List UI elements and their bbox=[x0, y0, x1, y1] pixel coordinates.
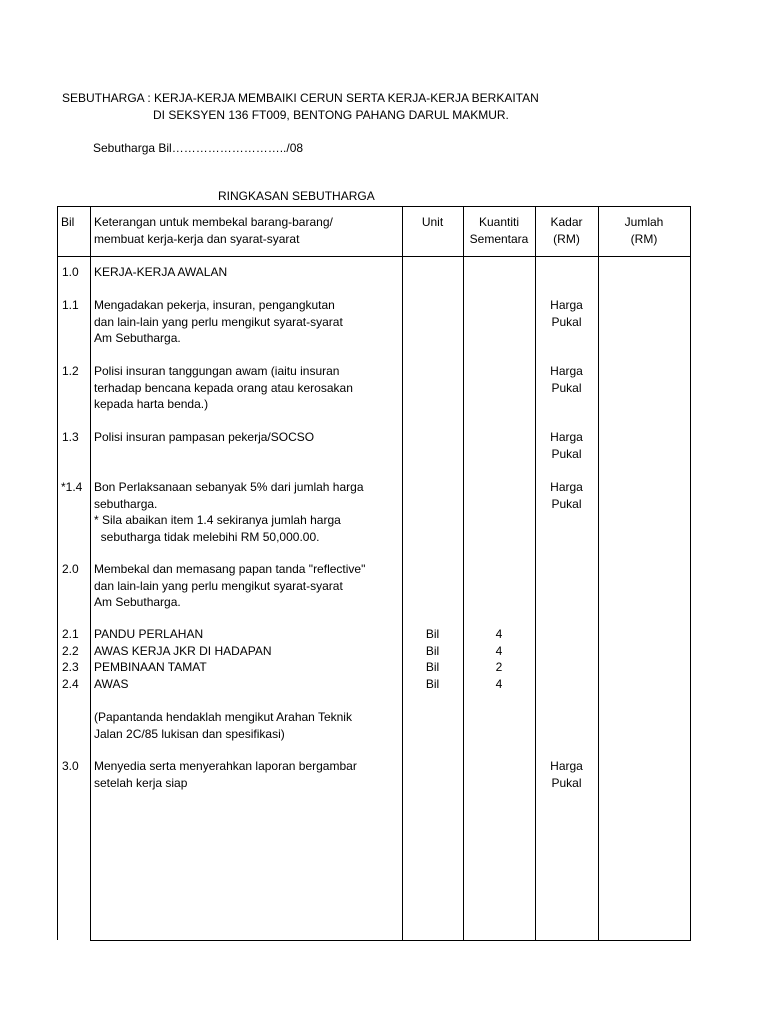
row-bil: 1.3 bbox=[62, 430, 79, 444]
row-kuantiti: 2 bbox=[495, 660, 503, 674]
row-description: Bon Perlaksanaan sebanyak 5% dari jumlah harga sebutharga. * Sila abaikan item 1.4 sekiranya jumlah harga sebutharga tidak melebihi RM 50,000.00. bbox=[94, 480, 364, 544]
row-bil: 2.3 bbox=[62, 660, 79, 674]
sebutharga-reference: Sebutharga Bil………………………../08 bbox=[93, 141, 304, 155]
row-bil: 2.2 bbox=[62, 644, 79, 658]
row-kuantiti: 4 bbox=[495, 627, 503, 641]
row-unit: Bil bbox=[425, 644, 440, 658]
col-header-keterangan: Keterangan untuk membekal barang-barang/ membuat kerja-kerja dan syarat-syarat bbox=[94, 215, 333, 246]
col-header-jumlah: Jumlah (RM) bbox=[624, 215, 664, 246]
row-description: Polisi insuran tanggungan awam (iaitu insuran terhadap bencana kepada orang atau kerosakan kepada harta benda.) bbox=[94, 364, 353, 412]
col-header-unit: Unit bbox=[421, 215, 444, 229]
row-kadar: Harga Pukal bbox=[550, 430, 583, 461]
row-kuantiti: 4 bbox=[495, 644, 503, 658]
row-bil: 3.0 bbox=[62, 759, 79, 773]
row-description: KERJA-KERJA AWALAN bbox=[94, 265, 228, 279]
row-description: AWAS bbox=[94, 677, 129, 691]
row-unit: Bil bbox=[425, 677, 440, 691]
row-kadar: Harga Pukal bbox=[550, 480, 583, 511]
col-header-kadar: Kadar (RM) bbox=[550, 215, 583, 246]
row-description: AWAS KERJA JKR DI HADAPAN bbox=[94, 644, 272, 658]
row-description: Membekal dan memasang papan tanda "reflective" dan lain-lain yang perlu mengikut syarat-syarat Am Sebutharga. bbox=[94, 562, 366, 610]
col-header-kuantiti: Kuantiti Sementara bbox=[469, 215, 529, 246]
row-kadar: Harga Pukal bbox=[550, 298, 583, 329]
row-kadar: Harga Pukal bbox=[550, 759, 583, 790]
heading-line-2: DI SEKSYEN 136 FT009, BENTONG PAHANG DARUL MAKMUR. bbox=[153, 108, 509, 122]
row-kadar: Harga Pukal bbox=[550, 364, 583, 395]
row-description: Menyedia serta menyerahkan laporan bergambar setelah kerja siap bbox=[94, 759, 357, 790]
row-bil: 2.0 bbox=[62, 562, 79, 576]
row-bil: 1.0 bbox=[62, 265, 79, 279]
row-kuantiti: 4 bbox=[495, 677, 503, 691]
col-header-bil: Bil bbox=[61, 215, 75, 229]
row-bil: 1.2 bbox=[62, 364, 79, 378]
row-unit: Bil bbox=[425, 660, 440, 674]
row-description: Polisi insuran pampasan pekerja/SOCSO bbox=[94, 430, 315, 444]
row-description: PEMBINAAN TAMAT bbox=[94, 660, 207, 674]
row-description: PANDU PERLAHAN bbox=[94, 627, 204, 641]
row-bil: 1.1 bbox=[62, 298, 79, 312]
row-description: Mengadakan pekerja, insuran, pengangkutan dan lain-lain yang perlu mengikut syarat-syarat Am Sebutharga. bbox=[94, 298, 343, 346]
heading-line-1: SEBUTHARGA : KERJA-KERJA MEMBAIKI CERUN SERTA KERJA-KERJA BERKAITAN bbox=[62, 91, 539, 105]
row-bil: 2.4 bbox=[62, 677, 79, 691]
row-note: (Papantanda hendaklah mengikut Arahan Teknik Jalan 2C/85 lukisan dan spesifikasi) bbox=[94, 710, 352, 741]
row-unit: Bil bbox=[425, 627, 440, 641]
row-bil: 2.1 bbox=[62, 627, 79, 641]
summary-title: RINGKASAN SEBUTHARGA bbox=[218, 189, 375, 203]
row-bil: *1.4 bbox=[61, 480, 83, 494]
